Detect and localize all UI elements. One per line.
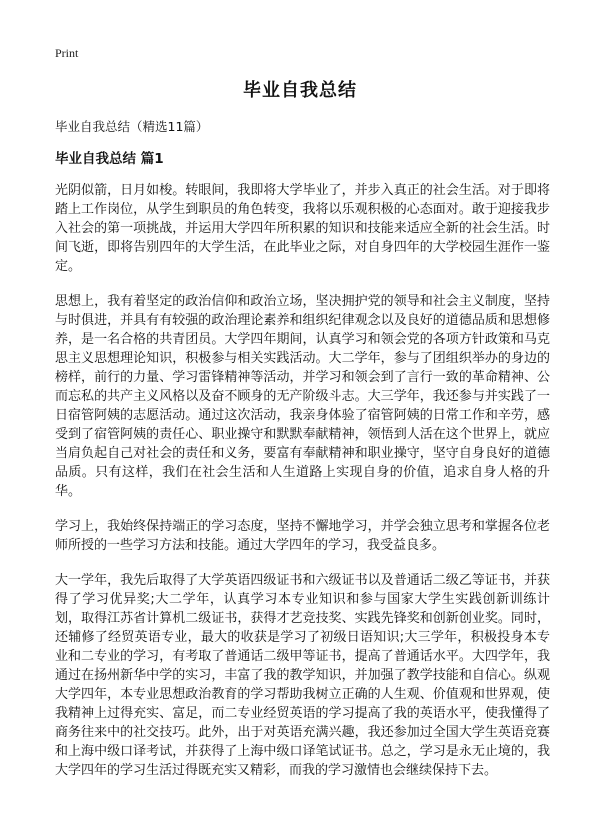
paragraph-achievements: 大一学年，我先后取得了大学英语四级证书和六级证书以及普通话二级乙等证书，并获得了学习优异奖;大二学年，认真学习本专业知识和参与国家大学生实践创新训练计划，取得江苏省计算机二级证书，获得才艺竞技奖、实践先锋奖和创新创业奖。同时，还辅修了经贸英语专业，最大的收获是学习了初级日语知识;大三学年，积极投身本专业和二专业的学习，有考取了普通话二级甲等证书，提高了普通话水平。大四学年，我通过在扬州新华中学的实习，丰富了我的教学知识，并加强了教学技能和自信心。纵观大学四年，本专业思想政治教育的学习帮助我树立正确的人生观、价值观和世界观，使我精神上过得充实、富足，而二专业经贸英语的学习提高了我的英语水平，使我懂得了商务往来中的社交技巧。此外，出于对英语充满兴趣，我还参加过全国大学生英语竞赛和上海中级口译考试，并获得了上海中级口译笔试证书。总之，学习是永无止境的，我大学四年的学习生活过得既充实又精彩，而我的学习激情也会继续保持下去。 bbox=[55, 573, 550, 778]
print-link[interactable]: Print bbox=[55, 46, 79, 60]
paragraph-study: 学习上，我始终保持端正的学习态度，坚持不懈地学习，并学会独立思考和掌握各位老师所授的一些学习方法和技能。通过大学四年的学习，我受益良多。 bbox=[55, 519, 550, 553]
page-title: 毕业自我总结 bbox=[243, 80, 357, 101]
article-body bbox=[55, 181, 550, 796]
paragraph-intro: 光阴似箭，日月如梭。转眼间，我即将大学毕业了，并步入真正的社会生活。对于即将踏上工作岗位，从学生到职员的角色转变，我将以乐观积极的心态面对。敢于迎接我步入社会的第一项挑战，并运用大学四年所积累的知识和技能来适应全新的社会生活。时间飞逝，即将告别四年的大学生活，在此毕业之际，对自身四年的大学校园生涯作一鉴定。 bbox=[55, 183, 550, 274]
document-subtitle: 毕业自我总结（精选11篇） bbox=[55, 119, 209, 134]
section-heading: 毕业自我总结 篇1 bbox=[55, 151, 164, 167]
paragraph-ideology: 思想上，我有着坚定的政治信仰和政治立场，坚决拥护党的领导和社会主义制度，坚持与时俱进，并具有有较强的政治理论素养和组织纪律观念以及良好的道德品质和思想修养，是一名合格的共青团员。大学四年期间，认真学习和领会党的各项方针政策和马克思主义思想理论知识，积极参与相关实践活动。大二学年，参与了团组织举办的身边的榜样，前行的力量、学习雷锋精神等活动，并学习和领会到了言行一致的革命精神、公而忘私的共产主义风格以及奋不顾身的无产阶级斗志。大三学年，我还参与并实践了一日宿管阿姨的志愿活动。通过这次活动，我亲身体验了宿管阿姨的日常工作和辛劳，感受到了宿管阿姨的责任心、职业操守和默默奉献精神，领悟到人活在这个世界上，就应当肩负起自己对社会的责任和义务，要富有奉献精神和职业操守，坚守自身良好的道德品质。只有这样，我们在社会生活和人生道路上实现自身的价值，追求自身人格的升华。 bbox=[55, 294, 550, 499]
